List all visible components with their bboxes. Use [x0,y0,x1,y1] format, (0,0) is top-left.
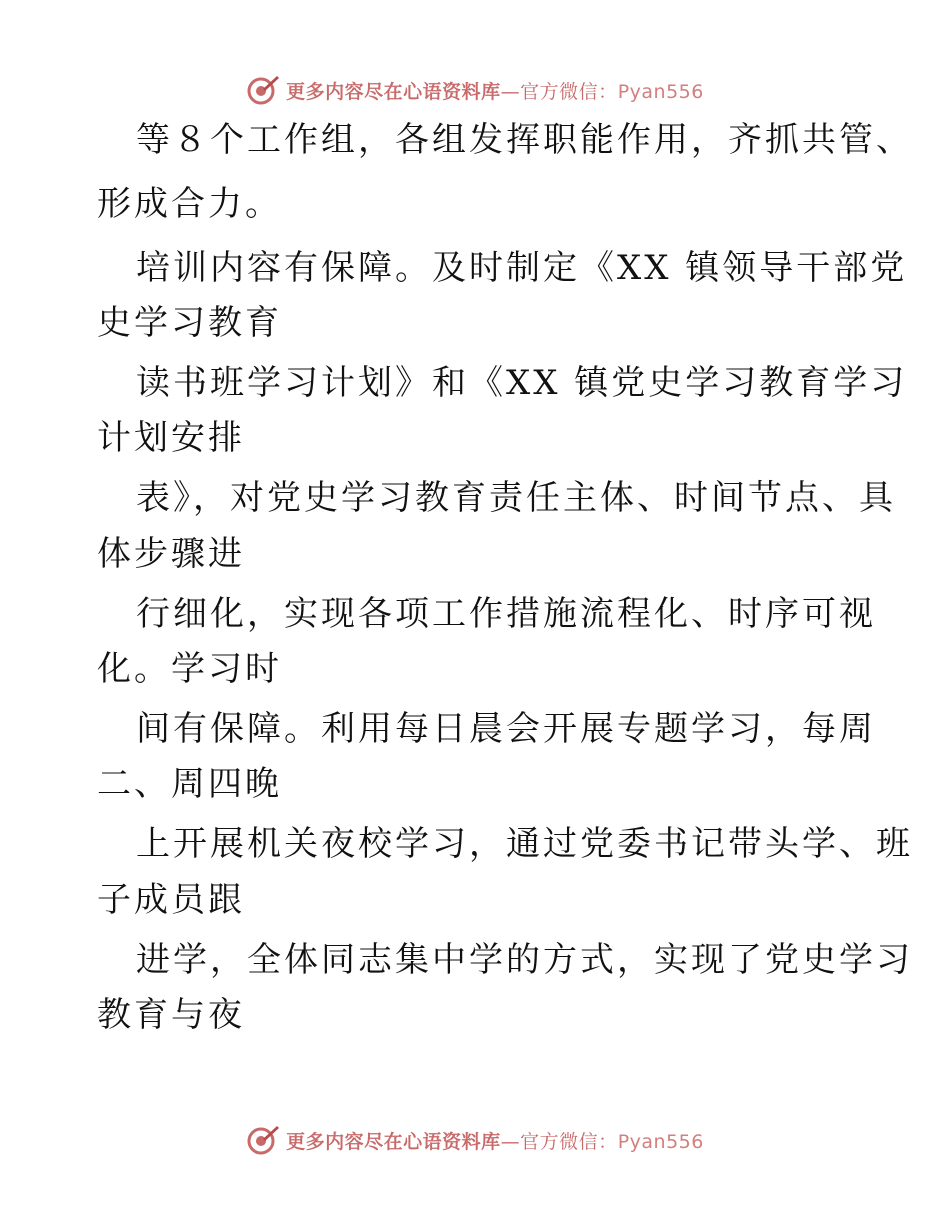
text-line: 间有保障。利用每日晨会开展专题学习，每周 [136,709,876,749]
text-line: 教育与夜 [97,995,245,1035]
header-handle: Pyan556 [617,80,704,103]
footer-brand: 更多内容尽在心语资料库 [286,1130,501,1153]
header-wechat-label: 官方微信： [520,80,618,103]
footer-banner [0,1120,950,1160]
header-dash: — [500,80,521,103]
text-line: 二、周四晚 [97,764,282,804]
text-line: 行细化，实现各项工作措施流程化、时序可视 [136,594,876,634]
footer-banner-text [286,1127,704,1154]
text-line: 表》，对党史学习教育责任主体、时间节点、具 [136,478,896,518]
footer-wechat-label: 官方微信： [520,1130,618,1153]
text-line: 体步骤进 [97,534,245,574]
header-banner-text [286,77,704,104]
text-line: 子成员跟 [97,880,245,920]
header-banner [0,70,950,110]
pen-logo-icon [246,73,280,107]
text-line: 形成合力。 [97,184,282,224]
text-line: 化。学习时 [97,649,282,689]
footer-dash: — [500,1130,521,1153]
text-line: 等８个工作组，各组发挥职能作用，齐抓共管、 [136,120,913,160]
footer-handle: Pyan556 [617,1130,704,1153]
pen-logo-icon [246,1123,280,1157]
header-brand: 更多内容尽在心语资料库 [286,80,501,103]
text-line: 进学，全体同志集中学的方式，实现了党史学习 [136,940,913,980]
text-line: 读书班学习计划》和《XX 镇党史学习教育学习 [136,363,908,403]
text-line: 上开展机关夜校学习，通过党委书记带头学、班 [136,824,913,864]
text-line: 培训内容有保障。及时制定《XX 镇领导干部党 [136,248,908,288]
text-line: 史学习教育 [97,303,282,343]
text-line: 计划安排 [97,418,245,458]
